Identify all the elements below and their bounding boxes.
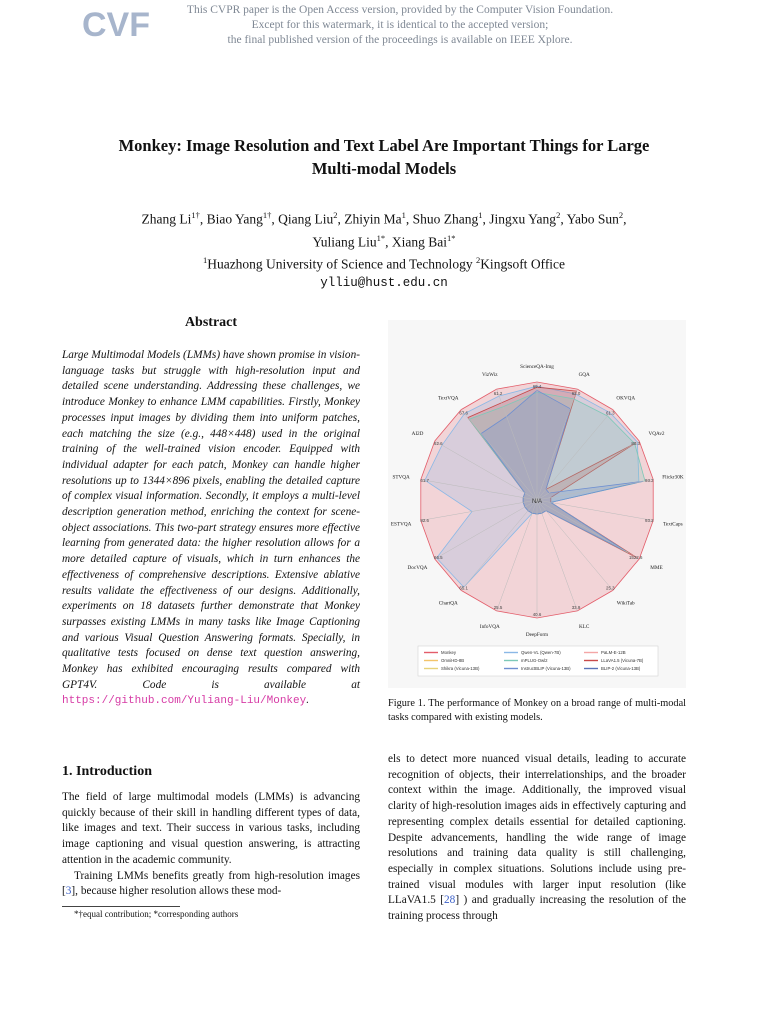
affiliation-sup: 1 bbox=[202, 255, 208, 265]
radar-value-label: 93.2 bbox=[645, 517, 654, 523]
legend-entry: OmniHD-8B bbox=[441, 658, 465, 663]
author-sup: 2 bbox=[333, 210, 338, 220]
footnote-rule bbox=[62, 906, 180, 907]
author: Yuliang Liu bbox=[312, 234, 377, 249]
author-sup: 1 bbox=[478, 210, 483, 220]
legend-entry: Shikra (Vicuna-13B) bbox=[441, 666, 480, 671]
radar-axis-label: KLC bbox=[579, 623, 590, 630]
radar-axis-label: VizWiz bbox=[481, 372, 498, 379]
author: Shuo Zhang bbox=[412, 211, 479, 227]
legend-entry: LLaVA1.5 (Vicuna-7B) bbox=[601, 658, 644, 663]
radar-value-label: 93.2 bbox=[645, 478, 654, 484]
author: Zhiyin Ma bbox=[344, 211, 402, 227]
radar-value-label: 80.3 bbox=[631, 441, 640, 446]
intro-paragraph-2 bbox=[62, 869, 360, 900]
radar-axis-label: ChartQA bbox=[438, 600, 458, 607]
author: Xiang Bai bbox=[391, 234, 447, 249]
right-column-text bbox=[388, 752, 686, 925]
watermark-line-1: This CVPR paper is the Open Access version, provided by the Computer Vision Foundation. bbox=[186, 4, 614, 16]
intro-text: ], because higher resolution allows these mod- bbox=[71, 885, 282, 898]
affiliation: Huazhong University of Science and Technology bbox=[207, 256, 473, 272]
legend-entry: mPLUG-Owl2 bbox=[521, 658, 548, 663]
watermark-line-3: the final published version of the proceedings is available on IEEE Xplore. bbox=[227, 34, 573, 46]
radar-figure bbox=[388, 320, 686, 688]
radar-axis-label: STVQA bbox=[392, 474, 410, 481]
radar-axis-label: AI2D bbox=[411, 431, 424, 437]
author: Zhang Li bbox=[141, 211, 192, 227]
figure-caption: Figure 1. The performance of Monkey on a broad range of multi-modal tasks compared with existing models. bbox=[388, 698, 686, 723]
legend-entry: InstructBLIP (Vicuna-13B) bbox=[521, 666, 571, 671]
author-block bbox=[40, 206, 728, 293]
radar-axis-label: DeepForm bbox=[525, 632, 549, 638]
radar-value-label: 25.3 bbox=[606, 585, 615, 591]
author-line-1: Zhang $Li^{1\dagger}$, Biao Yang$^{1\dagger}$, Qiang Liu$^2$, Zhiyin Ma$^1$, Shuo Zhang$^1$, Jingxu Yang$^2$, Yabo Sun$^2$, bbox=[141, 210, 627, 227]
radar-value-label: 67.6 bbox=[459, 410, 468, 416]
radar-axis-label: VQAv2 bbox=[648, 431, 665, 437]
author: Biao Yang bbox=[206, 211, 263, 227]
watermark bbox=[150, 3, 650, 48]
intro-heading: 1. Introduction bbox=[62, 764, 152, 779]
radar-value-label: 40.6 bbox=[532, 612, 542, 617]
title-line-1: Monkey: Image Resolution and Text Label Are Important Things for Large bbox=[118, 136, 650, 155]
contact-email[interactable]: ylliu@hust.edu.cn bbox=[320, 275, 448, 290]
intro-text: Training LMMs benefits greatly from high-resolution images [ bbox=[62, 869, 360, 898]
radar-value-label: 65.1 bbox=[459, 585, 468, 591]
radar-value-label: 1522.6 bbox=[628, 555, 643, 560]
radar-value-label: 82.6 bbox=[420, 517, 429, 523]
watermark-line-2: Except for this watermark, it is identical to the accepted version; bbox=[251, 19, 549, 31]
author-line-2: Yuliang Liu$^{1*}$, Xiang Bai$^{1*}$ bbox=[312, 232, 456, 249]
radar-axis-label: ScienceQA-Img bbox=[520, 364, 554, 370]
citation-link[interactable]: 28 bbox=[444, 894, 456, 907]
radar-axis-label: InfoVQA bbox=[479, 623, 500, 630]
radar-value-label: 62.6 bbox=[434, 441, 443, 446]
radar-axis-label: TextCaps bbox=[663, 521, 683, 528]
author: Qiang Liu bbox=[278, 211, 334, 227]
author-sup: 2 bbox=[556, 210, 561, 220]
radar-axis-label: Flickr30K bbox=[662, 474, 684, 481]
legend-entry: Qwen-VL (Qwen-7B) bbox=[521, 650, 561, 655]
radar-value-label: 61.2 bbox=[493, 390, 503, 396]
abstract-text: Large Multimodal Models (LMMs) have shown promise in vision-language tasks but struggle with high-resolution input and detailed scene understanding. Addressing these challenges, we introduce Monkey to enhance LMM capabilities. Firstly, Monkey processes input images by dividing them into uniform patches, each matching the size (e.g., 448×448) used in the original training of the well-trained vision encoder. Equipped with individual adapter for each patch, Monkey can handle higher resolutions up to 1344×896 pixels, enabling the detailed capture of complex visual information. Secondly, it employs a multi-level description generation method, enriching the context for scene-object associations. This two-part strategy ensures more effective learning from generated data: the higher resolution allows for a more detailed capture of visuals, which in turn enhances the effectiveness of comprehensive descriptions. Extensive ablative results validate the effectiveness of our designs. Additionally, experiments on 18 datasets further demonstrate that Monkey surpasses existing LMMs in many tasks like Image Captioning and various Visual Question Answering formats. Specially, in qualitative tests focused on dense text question answering, Monkey has exhibited encouraging results compared with GPT4V. Code is available at bbox=[62, 349, 360, 691]
radar-value-label: 61.7 bbox=[420, 478, 429, 484]
citation-link[interactable]: 3 bbox=[65, 885, 72, 898]
author: Jingxu Yang bbox=[489, 211, 557, 227]
author-sup: 1 bbox=[401, 210, 406, 220]
cvf-logo-text: CVF bbox=[82, 6, 150, 44]
author-sup: 1† bbox=[191, 210, 200, 220]
radar-chart bbox=[388, 320, 686, 688]
radar-value-label: 25.5 bbox=[493, 605, 503, 611]
radar-value-label: 69.4 bbox=[532, 384, 542, 389]
radar-axis-label: GQA bbox=[578, 372, 590, 379]
legend-entry: PaLM-E-12B bbox=[601, 650, 626, 655]
radar-axis-label: OKVQA bbox=[616, 395, 636, 402]
affiliation: Kingsoft Office bbox=[480, 256, 566, 272]
abstract-heading: Abstract bbox=[184, 315, 238, 330]
legend-entry: BLIP-2 (Vicuna-13B) bbox=[601, 666, 641, 671]
title-line-2: Multi-modal Models bbox=[311, 159, 457, 178]
author-sup: 1* bbox=[376, 232, 386, 243]
author: Yabo Sun bbox=[566, 211, 619, 227]
radar-axis-label: MME bbox=[650, 565, 663, 571]
radar-axis-label: DocVQA bbox=[407, 565, 428, 571]
footnote: *†equal contribution; *corresponding authors bbox=[74, 909, 239, 919]
legend-entry: Monkey bbox=[441, 650, 457, 655]
affiliation-sup: 2 bbox=[475, 255, 481, 265]
radar-value-label: 33.9 bbox=[571, 605, 581, 611]
radar-value-label: 66.5 bbox=[434, 555, 443, 560]
radar-axis-label: ESTVQA bbox=[390, 521, 412, 528]
right-paragraph: els to detect more nuanced visual details, leading to accurate recognition of objects, their interrelationships, and the broader context within the image. Additionally, the improved visual clarity of high-resolution images aids in effectively capturing and representing complex details essential for detailed captioning. Despite advancements, handling the wide range of image resolutions and training data quality is still challenging, especially in complex situations. Solutions include using pre-trained visual modules with larger input resolution (like LLaVA1.5 [28] ) and gradually increasing the resolution of the training process through bbox=[388, 753, 686, 923]
radar-axis-label: TextVQA bbox=[438, 395, 459, 402]
author-sup: 1* bbox=[447, 232, 456, 243]
radar-value-label: 62.0 bbox=[571, 390, 581, 396]
radar-axis-label: WikiTab bbox=[616, 600, 635, 607]
paper-title bbox=[40, 134, 728, 180]
affiliations bbox=[40, 251, 728, 274]
abstract-end: . bbox=[306, 694, 310, 707]
code-link[interactable]: https://github.com/Yuliang-Liu/Monkey bbox=[62, 695, 307, 708]
radar-center-label: N/A bbox=[531, 499, 543, 505]
author-sup: 2 bbox=[618, 210, 624, 220]
cvf-logo bbox=[82, 6, 150, 44]
author-sup: 1† bbox=[262, 210, 272, 220]
abstract-body bbox=[62, 348, 360, 710]
intro-body bbox=[62, 790, 360, 900]
intro-paragraph-1: The field of large multimodal models (LMMs) is advancing quickly because of their skill in handling different types of data, like images and text. Their success in various tasks, including image captioning and visual question answering, is attracting attention in the academic community. bbox=[62, 791, 360, 866]
radar-value-label: 61.3 bbox=[606, 410, 615, 416]
